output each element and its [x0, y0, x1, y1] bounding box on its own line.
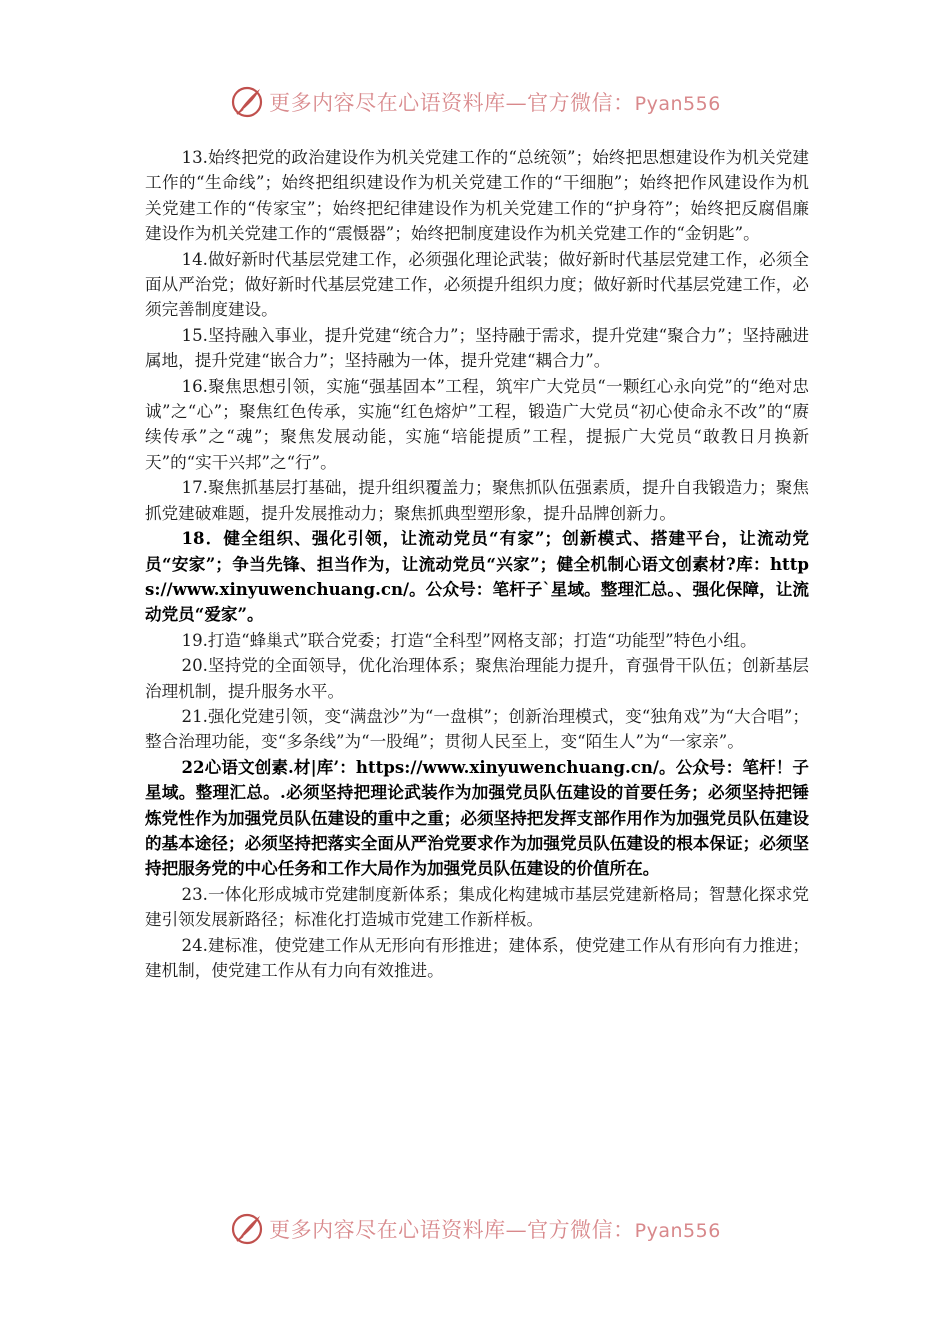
paragraph-16: 16.聚焦思想引领，实施“强基固本”工程，筑牢广大党员“一颗红心永向党”的“绝对忠诚”之“心”；聚焦红色传承，实施“红色熔炉”工程，锻造广大党员“初心使命永不改”的“赓续传承”之“魂”；聚焦发展动能，实施“培能提质”工程，提振广大党员“敢教日月换新天”的“实干兴邦”之“行”。: [145, 376, 809, 472]
paragraph-15: 15.坚持融入事业，提升党建“统合力”；坚持融于需求，提升党建“聚合力”；坚持融进属地，提升党建“嵌合力”；坚持融为一体，提升党建“耦合力”。: [145, 325, 809, 371]
header-banner-text: [269, 87, 721, 117]
paragraph-24: 24.建标准，使党建工作从无形向有形推进；建体系，使党建工作从有形向有力推进；建机制，使党建工作从有力向有效推进。: [145, 935, 809, 980]
footer-banner: [0, 1209, 950, 1249]
paragraph-14: 14.做好新时代基层党建工作，必须强化理论武装；做好新时代基层党建工作，必须全面从严治党；做好新时代基层党建工作，必须提升组织力度；做好新时代基层党建工作，必须完善制度建设。: [145, 249, 809, 320]
header-banner-label: 更多内容尽在心语资料库—官方微信：: [269, 91, 635, 115]
quill-logo-icon: [229, 1211, 265, 1247]
quill-logo-icon: [229, 84, 265, 120]
footer-banner-wechat: Pyan556: [634, 1220, 721, 1242]
paragraph-18: 18．健全组织、强化引领，让流动党员“有家”；创新模式、搭建平台，让流动党员“安家”；争当先锋、担当作为，让流动党员“兴家”；健全机制心语文创素材?库：https://www.xinyuwenchuang.cn/。公众号：笔杆子`星域。整理汇总。、强化保障，让流动党员“爱家”。: [145, 528, 809, 625]
paragraph-22: 22心语文创素.材|库’：https://www.xinyuwenchuang.cn/。公众号：笔杆！子星域。整理汇总。.必须坚持把理论武装作为加强党员队伍建设的首要任务；必须坚持把锤炼党性作为加强党员队伍建设的重中之重；必须坚持把发挥支部作用作为加强党员队伍建设的基本途径；必须坚持把落实全面从严治党要求作为加强党员队伍建设的根本保证；必须坚持把服务党的中心任务和工作大局作为加强党员队伍建设的价值所在。: [145, 756, 809, 879]
document-body: [145, 145, 809, 983]
paragraph-13: 13.始终把党的政治建设作为机关党建工作的“总统领”；始终把思想建设作为机关党建工作的“生命线”；始终把组织建设作为机关党建工作的“干细胞”；始终把作风建设作为机关党建工作的“传家宝”；始终把纪律建设作为机关党建工作的“护身符”；始终把反腐倡廉建设作为机关党建工作的“震慑器”；始终把制度建设作为机关党建工作的“金钥匙”。: [145, 148, 809, 244]
paragraph-19: 19.打造“蜂巢式”联合党委；打造“全科型”网格支部；打造“功能型”特色小组。: [181, 630, 757, 650]
header-banner-wechat: Pyan556: [634, 93, 721, 115]
footer-banner-text: [269, 1214, 721, 1244]
header-banner: [0, 82, 950, 122]
paragraph-21: 21.强化党建引领，变“满盘沙”为“一盘棋”；创新治理模式，变“独角戏”为“大合唱”；整合治理功能，变“多条线”为“一股绳”；贯彻人民至上，变“陌生人”为“一家亲”。: [145, 706, 809, 752]
footer-banner-label: 更多内容尽在心语资料库—官方微信：: [269, 1218, 635, 1242]
paragraph-23: 23.一体化形成城市党建制度新体系；集成化构建城市基层党建新格局；智慧化探求党建引领发展新路径；标准化打造城市党建工作新样板。: [145, 884, 809, 930]
paragraph-17: 17.聚焦抓基层打基础，提升组织覆盖力；聚焦抓队伍强素质，提升自我锻造力；聚焦抓党建破难题，提升发展推动力；聚焦抓典型塑形象，提升品牌创新力。: [145, 478, 809, 523]
paragraph-20: 20.坚持党的全面领导，优化治理体系；聚焦治理能力提升，育强骨干队伍；创新基层治理机制，提升服务水平。: [145, 656, 809, 701]
